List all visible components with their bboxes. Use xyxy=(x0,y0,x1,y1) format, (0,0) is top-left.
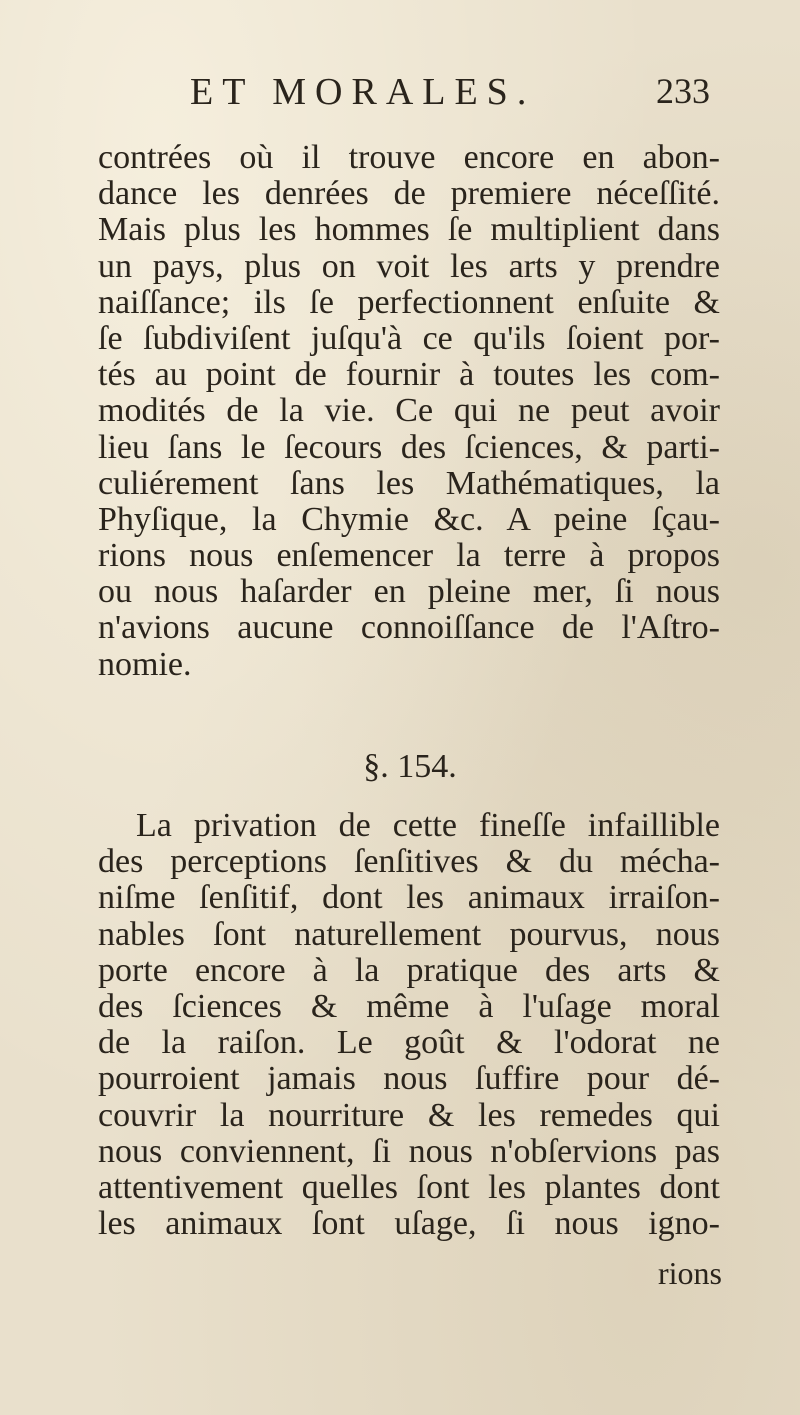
page-number: 233 xyxy=(656,71,710,111)
text-line: Mais plus les hommes ſe multiplient dans xyxy=(98,211,720,249)
running-head xyxy=(190,70,710,120)
text-line: modités de la vie. Ce qui ne peut avoir xyxy=(98,392,720,430)
text-line: un pays, plus on voit les arts y prendre xyxy=(98,247,720,285)
text-line: nomie. xyxy=(98,645,192,683)
section-heading: §. 154. xyxy=(363,748,457,785)
text-line: naiſſance; ils ſe perfectionnent enſuite & xyxy=(98,283,720,321)
text-line: pourroient jamais nous ſuffire pour dé- xyxy=(98,1060,720,1098)
text-line: Phyſique, la Chymie &c. A peine ſçau- xyxy=(98,500,720,538)
text-line: ſe ſubdiviſent juſqu'à ce qu'ils ſoient por- xyxy=(98,319,720,357)
text-line: des ſciences & même à l'uſage moral xyxy=(98,987,720,1025)
text-line: ou nous haſarder en pleine mer, ſi nous xyxy=(98,573,720,611)
text-line: nables ſont naturellement pourvus, nous xyxy=(98,915,720,953)
text-line: les animaux ſont uſage, ſi nous igno- xyxy=(98,1205,720,1243)
text-line: n'avions aucune connoiſſance de l'Aſtro- xyxy=(98,609,720,647)
text-line: porte encore à la pratique des arts & xyxy=(98,951,720,989)
text-line: des perceptions ſenſitives & du mécha- xyxy=(98,843,720,881)
text-line: rions nous enſemencer la terre à propos xyxy=(98,537,720,575)
text-line: couvrir la nourriture & les remedes qui xyxy=(98,1096,720,1134)
text-line: contrées où il trouve encore en abon- xyxy=(98,139,720,176)
text-line: culiérement ſans les Mathématiques, la xyxy=(98,464,720,502)
text-line: La privation de cette fineſſe infaillible xyxy=(136,807,720,844)
text-line: de la raiſon. Le goût & l'odorat ne xyxy=(98,1024,720,1062)
paragraph-continued xyxy=(98,140,720,683)
text-line: niſme ſenſitif, dont les animaux irraiſon- xyxy=(98,879,720,917)
text-line: lieu ſans le ſecours des ſciences, & parti- xyxy=(98,428,720,466)
paragraph xyxy=(98,808,720,1242)
catchword: rions xyxy=(658,1255,722,1291)
text-line: dance les denrées de premiere néceſſité. xyxy=(98,175,720,213)
text-line: nous conviennent, ſi nous n'obſervions pas xyxy=(98,1132,720,1170)
text-line: attentivement quelles ſont les plantes dont xyxy=(98,1168,720,1206)
running-title: ET MORALES. xyxy=(190,71,536,113)
text-line: tés au point de fournir à toutes les com- xyxy=(98,356,720,394)
